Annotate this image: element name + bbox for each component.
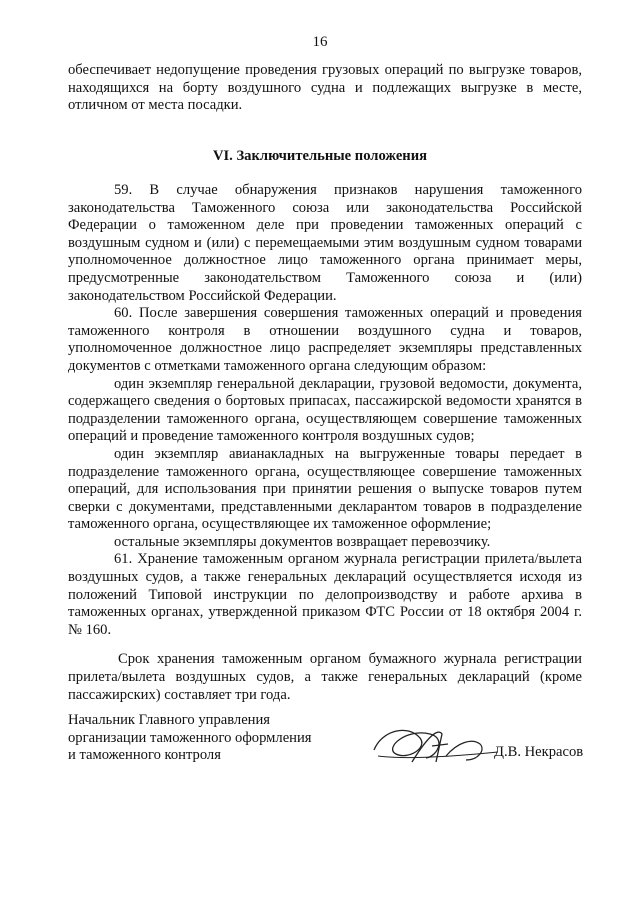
signatory-title-line: и таможенного контроля <box>68 747 221 764</box>
section-heading: VI. Заключительные положения <box>212 148 428 164</box>
body-text <box>68 182 582 704</box>
paragraph-60-item-1: один экземпляр генеральной декларации, грузовой ведомости, документа, содержащего сведения о бортовых припасах, пассажирской ведомости хранятся в подразделении таможенного органа, осуществляющем совершение таможенных операций и проведение таможенного контроля воздушных судов; <box>68 375 582 445</box>
signatory-title-line: Начальник Главного управления <box>68 712 271 728</box>
paragraph-60-item-3: остальные экземпляры документов возвращает перевозчику. <box>114 533 491 550</box>
handwritten-signature <box>368 716 508 776</box>
paragraph-60-item-2: один экземпляр авианакладных на выгруженные товары передает в подразделение таможенного органа, осуществляющее совершение таможенных операций, для использования при принятии решения о выпуске товаров путем сверки с документами, представленными декларантом товаров в подразделение таможенного органа, осуществляющее их таможенное оформление; <box>68 445 582 533</box>
intro-paragraph <box>68 62 582 115</box>
signatory-name: Д.В. Некрасов <box>494 744 584 760</box>
paragraph-59: 59. В случае обнаружения признаков нарушения таможенного законодательства Таможенного союза или законодательства Российской Федерации о таможенном деле при проведении таможенных операций с воздушным судном и (или) с перемещаемыми этим воздушным судном товарами уполномоченное должностное лицо таможенного органа принимает меры, предусмотренные законодательством Таможенного союза и (или) законодательством Российской Федерации. <box>68 182 582 304</box>
page-number: 16 <box>312 34 328 50</box>
signatory-title-line: организации таможенного оформления <box>68 729 312 746</box>
paragraph-60: 60. После завершения совершения таможенных операций и проведения таможенного контроля в отношении воздушного судна и товаров, уполномоченное должностное лицо распределяет экземпляры представленных документов с отметками таможенного органа следующим образом: <box>68 305 582 374</box>
paragraph-61: 61. Хранение таможенным органом журнала регистрации прилета/вылета воздушных судов, а также генеральных деклараций осуществляется исходя из положений Типовой инструкции по делопроизводству и работе архива в таможенных органах, утвержденной приказом ФТС России от 18 октября 2004 г. № 160. <box>68 551 582 638</box>
paragraph-61-note: Срок хранения таможенным органом бумажного журнала регистрации прилета/вылета воздушных судов, а также генеральных деклараций (кроме пассажирских) составляет три года. <box>68 651 582 703</box>
intro-text: обеспечивает недопущение проведения грузовых операций по выгрузке товаров, находящихся на борту воздушного судна и подлежащих выгрузке в месте, отличном от места посадки. <box>68 62 582 114</box>
signatory-title <box>68 712 312 765</box>
